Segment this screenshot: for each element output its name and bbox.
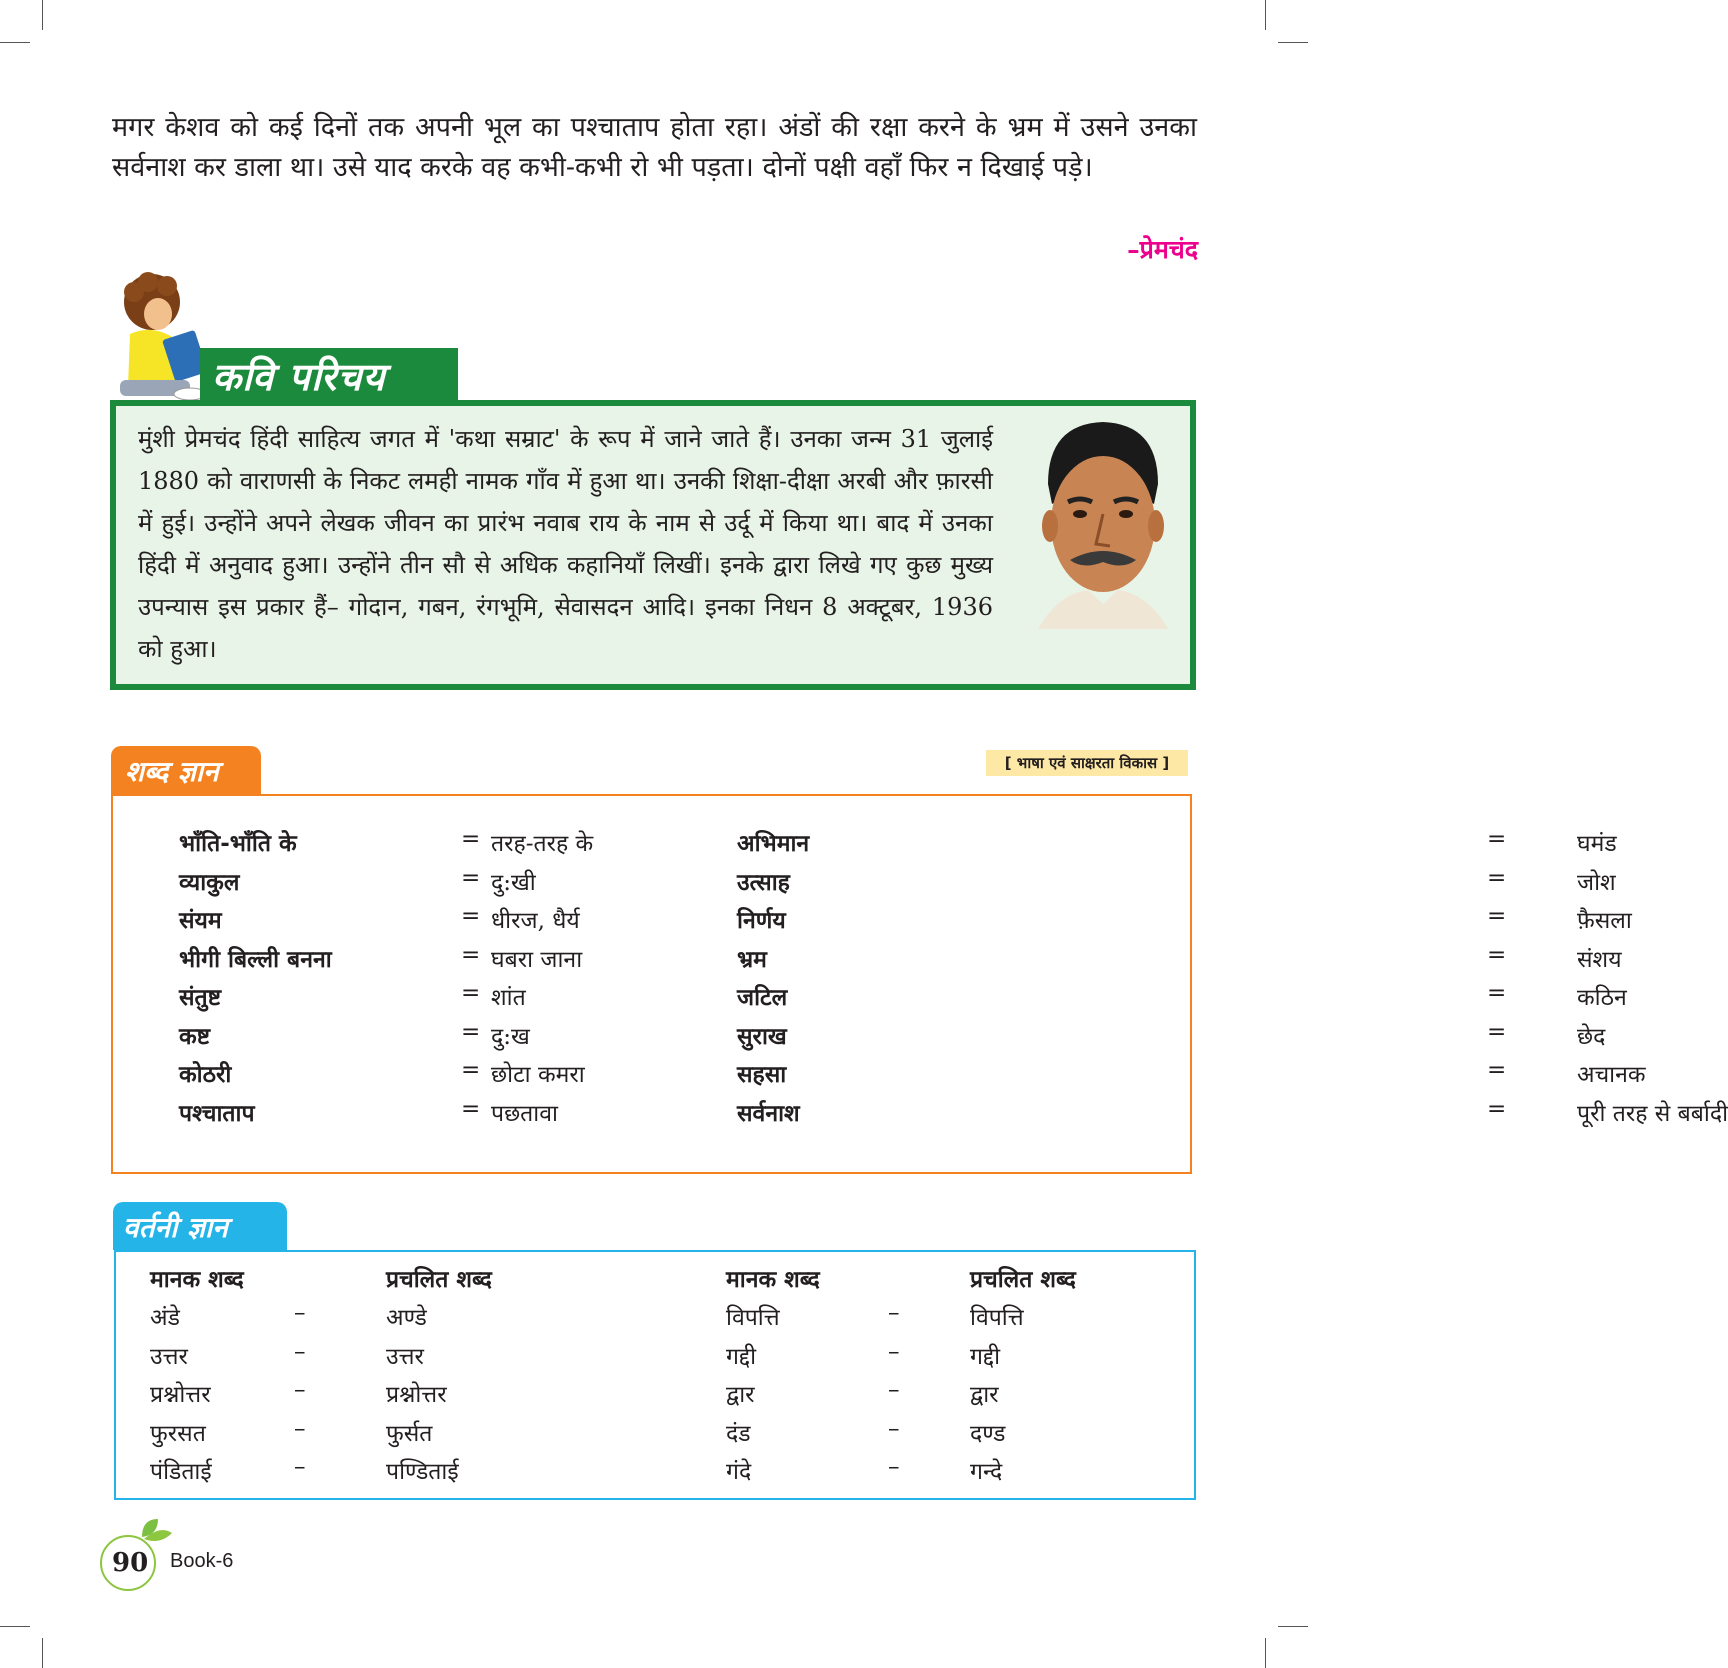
book-label: Book-6	[170, 1550, 234, 1572]
word-meaning-row	[179, 826, 619, 864]
word: संतुष्ट	[179, 985, 222, 1011]
word-meaning-row	[179, 1057, 619, 1095]
meaning: तरह-तरह के	[491, 831, 594, 857]
word: पश्चाताप	[179, 1100, 255, 1127]
meaning: पछतावा	[491, 1100, 558, 1127]
meaning: छोटा कमरा	[491, 1062, 585, 1088]
word: व्याकुल	[179, 869, 240, 896]
word: सहसा	[737, 1062, 787, 1088]
meaning: घबरा जाना	[491, 946, 583, 973]
dash-separator: –	[888, 1338, 900, 1365]
vartani-gyan-title: वर्तनी ज्ञान	[123, 1211, 228, 1244]
equals-sign: =	[461, 941, 481, 968]
standard-word: फुरसत	[150, 1420, 206, 1447]
equals-sign: =	[461, 1057, 481, 1083]
column-header-manak: मानक शब्द	[726, 1267, 820, 1293]
word: अभिमान	[737, 831, 810, 857]
equals-sign: =	[461, 980, 481, 1006]
shabd-gyan-box	[111, 794, 1728, 1174]
word-meaning-row	[737, 1057, 1646, 1095]
word-meaning-row	[737, 864, 1616, 903]
common-word: गन्दे	[970, 1459, 1003, 1485]
meaning: पूरी तरह से बर्बादी	[1577, 1100, 1728, 1127]
equals-sign: =	[1487, 864, 1507, 891]
standard-word: द्वार	[726, 1382, 755, 1408]
dash-separator: –	[294, 1415, 306, 1442]
equals-sign: =	[1487, 903, 1507, 929]
standard-word: अंडे	[150, 1305, 180, 1331]
kavi-parichay-text: मुंशी प्रेमचंद हिंदी साहित्य जगत में 'कथा सम्राट' के रूप में जाने जाते हैं। उनका जन्म 31 जुलाई 1880 को वाराणसी के निकट लमही नामक गाँव में हुआ था। उनकी शिक्षा-दीक्षा अरबी और फ़ारसी में हुई। उन्होंने अपने लेखक जीवन का प्रारंभ नवाब राय के नाम से उर्दू में किया था। बाद में उनका हिंदी में अनुवाद हुआ। उन्होंने तीन सौ से अधिक कहानियाँ लिखीं। इनके द्वारा लिखे गए कुछ मुख्य उपन्यास इस प्रकार हैं– गोदान, गबन, रंगभूमि, सेवासदन आदि। इनका निधन 8 अक्टूबर, 1936 को हुआ।	[138, 425, 993, 663]
crop-mark	[1265, 1638, 1266, 1668]
crop-mark	[1265, 0, 1266, 30]
crop-mark	[42, 0, 43, 30]
dash-separator: –	[888, 1300, 900, 1326]
dash-separator: –	[294, 1454, 306, 1480]
premchand-portrait	[1028, 414, 1173, 629]
common-word: पण्डिताई	[386, 1459, 459, 1485]
word-meaning-row	[737, 1018, 1606, 1057]
meaning: शांत	[491, 985, 526, 1011]
column-header-manak: मानक शब्द	[150, 1267, 244, 1293]
word: भ्रम	[737, 946, 767, 973]
word: संयम	[179, 908, 222, 934]
word-meaning-row	[737, 903, 1632, 941]
kavi-parichay-title: कवि परिचय	[212, 355, 386, 399]
word: निर्णय	[737, 908, 786, 934]
word: जटिल	[737, 985, 788, 1011]
word-meaning-row	[737, 1095, 1728, 1134]
reading-child-illustration	[112, 272, 212, 407]
equals-sign: =	[1487, 826, 1507, 852]
word-meaning-row	[179, 903, 619, 941]
meaning: जोश	[1577, 869, 1616, 896]
word-meaning-row	[179, 980, 619, 1018]
standard-word: प्रश्नोत्तर	[150, 1382, 211, 1408]
column-header-prachalit: प्रचलित शब्द	[386, 1267, 492, 1293]
equals-sign: =	[1487, 1095, 1507, 1122]
standard-word: उत्तर	[150, 1343, 188, 1370]
word-meaning-row	[179, 942, 619, 980]
crop-mark	[1278, 1626, 1308, 1627]
common-word: उत्तर	[386, 1343, 424, 1370]
word-meaning-row	[179, 1096, 619, 1134]
meaning: कठिन	[1577, 985, 1627, 1011]
standard-word: गद्दी	[726, 1343, 757, 1370]
equals-sign: =	[461, 1018, 481, 1045]
dash-separator: –	[888, 1454, 900, 1480]
dash-separator: –	[888, 1377, 900, 1403]
meaning: दु:ख	[491, 1023, 530, 1050]
word: उत्साह	[737, 869, 790, 896]
kavi-parichay-box	[110, 400, 1196, 690]
equals-sign: =	[1487, 941, 1507, 968]
vartani-gyan-box	[114, 1250, 1196, 1500]
common-word: दण्ड	[970, 1420, 1006, 1447]
dash-separator: –	[294, 1377, 306, 1403]
equals-sign: =	[1487, 1057, 1507, 1083]
word: भाँति-भाँति के	[179, 831, 297, 857]
dash-separator: –	[294, 1338, 306, 1365]
shabd-gyan-title: शब्द ज्ञान	[125, 755, 219, 788]
kavi-parichay-heading	[200, 348, 458, 400]
word: कष्ट	[179, 1023, 211, 1050]
crop-mark	[42, 1638, 43, 1668]
word-meaning-row	[179, 865, 619, 903]
story-passage: मगर केशव को कई दिनों तक अपनी भूल का पश्चाताप होता रहा। अंडों की रक्षा करने के भ्रम में उसने उनका सर्वनाश कर डाला था। उसे याद करके वह कभी-कभी रो भी पड़ता। दोनों पक्षी वहाँ फिर न दिखाई पड़े।	[112, 112, 1197, 183]
word: सुराख	[737, 1023, 787, 1050]
word-meaning-row	[737, 941, 1622, 980]
common-word: विपत्ति	[970, 1305, 1024, 1331]
equals-sign: =	[461, 903, 481, 929]
common-word: गद्दी	[970, 1343, 1001, 1370]
shabd-gyan-heading	[111, 746, 261, 794]
crop-mark	[0, 42, 30, 43]
meaning: संशय	[1577, 946, 1622, 973]
column-header-prachalit: प्रचलित शब्द	[970, 1267, 1076, 1293]
equals-sign: =	[461, 864, 481, 891]
word: भीगी बिल्ली बनना	[179, 946, 332, 973]
word-meaning-row	[737, 826, 1617, 864]
author-signature: –प्रेमचंद	[1127, 235, 1198, 264]
meaning: धीरज, धैर्य	[491, 908, 580, 934]
equals-sign: =	[461, 1095, 481, 1122]
meaning: फ़ैसला	[1577, 908, 1632, 934]
equals-sign: =	[1487, 1018, 1507, 1045]
common-word: प्रश्नोत्तर	[386, 1382, 447, 1408]
meaning: अचानक	[1577, 1062, 1646, 1088]
standard-word: गंदे	[726, 1459, 752, 1485]
word: सर्वनाश	[737, 1100, 800, 1127]
common-word: अण्डे	[386, 1305, 427, 1331]
standard-word: पंडिताई	[150, 1459, 212, 1485]
meaning: घमंड	[1577, 831, 1617, 857]
vartani-gyan-heading	[113, 1202, 287, 1250]
page-number: 90	[112, 1548, 149, 1578]
word: कोठरी	[179, 1062, 232, 1088]
crop-mark	[0, 1626, 30, 1627]
equals-sign: =	[1487, 980, 1507, 1006]
word-meaning-row	[737, 980, 1627, 1018]
dash-separator: –	[294, 1300, 306, 1326]
meaning: दु:खी	[491, 869, 536, 896]
meaning: छेद	[1577, 1023, 1606, 1050]
word-meaning-row	[179, 1019, 619, 1057]
common-word: फुर्सत	[386, 1420, 433, 1447]
crop-mark	[1278, 42, 1308, 43]
standard-word: विपत्ति	[726, 1305, 780, 1331]
standard-word: दंड	[726, 1420, 751, 1447]
dash-separator: –	[888, 1415, 900, 1442]
common-word: द्वार	[970, 1382, 999, 1408]
skill-badge: [ भाषा एवं साक्षरता विकास ]	[986, 750, 1188, 776]
equals-sign: =	[461, 826, 481, 852]
